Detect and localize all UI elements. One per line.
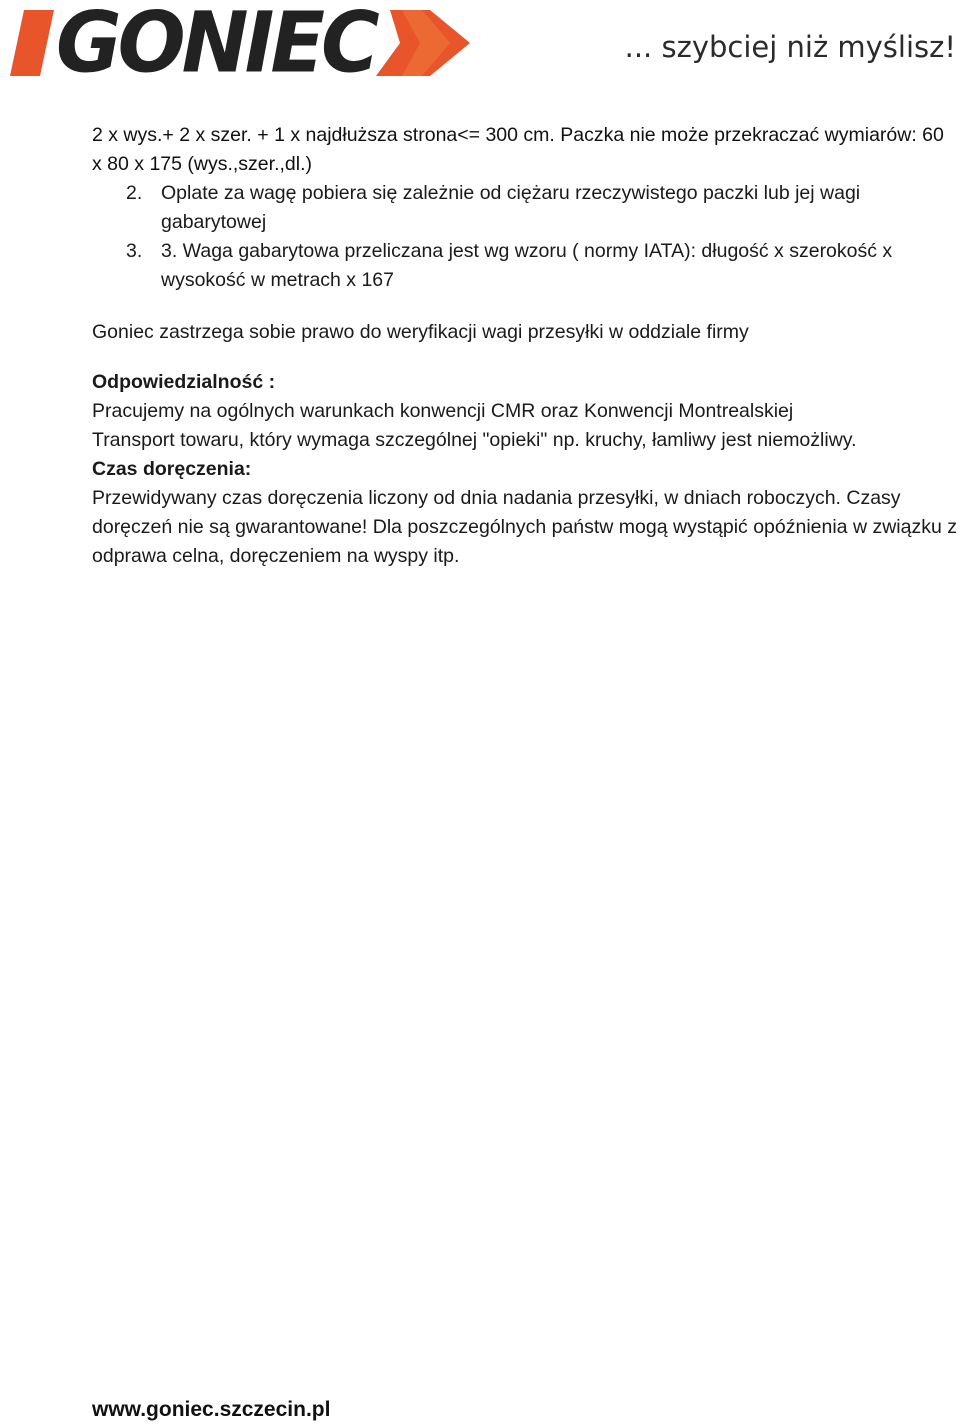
dimension-rule-bold: 2 x wys.+ 2 x szer. + 1 x najdłuższa strona<= 300 cm. bbox=[92, 124, 555, 146]
document-body bbox=[92, 121, 958, 571]
list-item-text: Oplate za wagę pobiera się zależnie od ciężaru rzeczywistego paczki lub jej wagi gabarytowej bbox=[161, 182, 861, 233]
page-header bbox=[0, 0, 960, 90]
list-item bbox=[92, 237, 958, 295]
list-item bbox=[92, 179, 958, 237]
liability-line-2: Transport towaru, który wymaga szczególnej "opieki" np. kruchy, łamliwy jest niemożliwy. bbox=[92, 429, 857, 451]
list-item-number: 2. bbox=[126, 182, 143, 204]
liability-line-1: Pracujemy na ogólnych warunkach konwencji CMR oraz Konwencji Montrealskiej bbox=[92, 400, 794, 422]
logo-wordmark: GONIEC bbox=[56, 0, 376, 92]
list-item-number: 3. bbox=[126, 240, 143, 262]
liability-heading: Odpowiedzialność : bbox=[92, 371, 276, 393]
tagline: ... szybciej niż myślisz! bbox=[624, 30, 956, 64]
dimension-rule-rest: Paczka nie może przekraczać wymiarów: 60 x 80 x 175 (wys.,szer.,dl.) bbox=[92, 124, 944, 175]
footer-website[interactable]: www.goniec.szczecin.pl bbox=[92, 1398, 331, 1421]
verification-note: Goniec zastrzega sobie prawo do weryfikacji wagi przesyłki w oddziale firmy bbox=[92, 321, 749, 343]
delivery-heading: Czas doręczenia: bbox=[92, 458, 252, 480]
dimension-rule bbox=[92, 121, 958, 179]
logo-left-bar bbox=[10, 10, 54, 76]
delivery-text: Przewidywany czas doręczenia liczony od dnia nadania przesyłki, w dniach roboczych. Czasy doręczeń nie są gwarantowane! Dla poszczególnych państw mogą wystąpić opóźnienia w związku z odprawa celna, doręczeniem na wyspy itp. bbox=[92, 487, 957, 567]
goniec-logo bbox=[10, 0, 472, 92]
list-item-text: 3. Waga gabarytowa przeliczana jest wg wzoru ( normy IATA): długość x szerokość x wysokość w metrach x 167 bbox=[161, 240, 893, 291]
weight-rules-list bbox=[92, 179, 958, 295]
